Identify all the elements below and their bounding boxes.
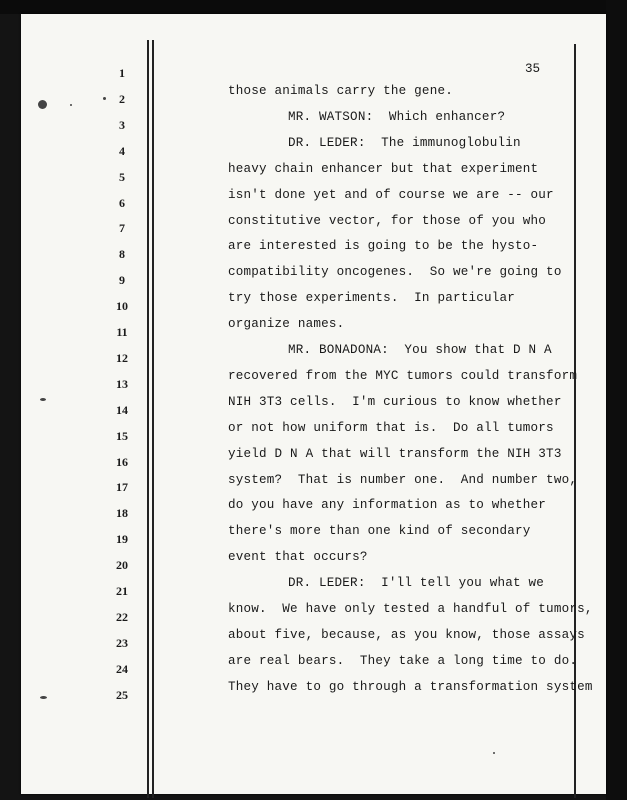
- line-number: 1: [119, 66, 125, 80]
- transcript-line: NIH 3T3 cells. I'm curious to know whether: [228, 394, 562, 409]
- transcript-line: are interested is going to be the hysto-: [228, 239, 539, 254]
- scan-border-top: [0, 0, 627, 14]
- transcript-line: constitutive vector, for those of you who: [228, 213, 547, 228]
- page-speck: [38, 100, 47, 109]
- line-number: 7: [119, 221, 125, 236]
- transcript-line: or not how uniform that is. Do all tumors: [228, 420, 554, 435]
- line-number: 12: [116, 350, 128, 365]
- line-number: 17: [116, 480, 128, 495]
- line-number: 13: [116, 376, 128, 391]
- line-number: 5: [119, 169, 125, 184]
- page-speck: [493, 752, 495, 754]
- line-number: 15: [116, 428, 128, 443]
- transcript-line: there's more than one kind of secondary: [228, 524, 531, 539]
- transcript-line: about five, because, as you know, those assays: [228, 627, 585, 642]
- transcript-line: MR. WATSON: Which enhancer?: [288, 109, 506, 124]
- transcript-line: try those experiments. In particular: [228, 291, 516, 306]
- line-number: 11: [116, 325, 128, 339]
- transcript-line: heavy chain enhancer but that experiment: [228, 161, 539, 176]
- line-number: 14: [116, 402, 128, 417]
- line-number: 23: [116, 635, 128, 650]
- page-number: 35: [525, 62, 541, 76]
- page-speck: [40, 398, 46, 401]
- line-number: 21: [116, 584, 128, 598]
- transcript-line: MR. BONADONA: You show that D N A: [288, 343, 552, 357]
- transcript-line: compatibility oncogenes. So we're going to: [228, 265, 562, 280]
- line-number: 19: [116, 532, 128, 547]
- transcript-line: know. We have only tested a handful of tumors,: [228, 602, 593, 616]
- line-number: 4: [119, 143, 125, 158]
- transcript-line: yield D N A that will transform the NIH 3T3: [228, 446, 562, 461]
- line-number: 22: [116, 609, 128, 624]
- transcript-line: system? That is number one. And number two,: [228, 472, 578, 487]
- transcript-line: DR. LEDER: I'll tell you what we: [288, 576, 544, 591]
- transcript-line: are real bears. They take a long time to do.: [228, 653, 578, 668]
- left-margin-rule-outer: [147, 40, 149, 798]
- line-number: 6: [119, 195, 125, 210]
- transcript-line: organize names.: [228, 317, 345, 332]
- line-number: 3: [119, 117, 125, 132]
- transcript-line: those animals carry the gene.: [228, 84, 453, 98]
- line-number: 24: [116, 661, 128, 676]
- line-number: 8: [119, 247, 125, 262]
- transcript-line: recovered from the MYC tumors could transform: [228, 368, 578, 383]
- page-speck: [70, 104, 72, 106]
- left-margin-rule-inner: [152, 40, 154, 798]
- line-number: 2: [119, 91, 125, 106]
- transcript-line: event that occurs?: [228, 550, 368, 565]
- line-number: 18: [116, 506, 128, 521]
- transcript-line: DR. LEDER: The immunoglobulin: [288, 135, 521, 150]
- page-speck: [40, 696, 47, 699]
- transcript-line: do you have any information as to whether: [228, 498, 547, 513]
- line-number: 25: [116, 687, 128, 702]
- transcript-line: They have to go through a transformation system: [228, 679, 593, 694]
- transcript-line: isn't done yet and of course we are -- our: [228, 187, 554, 202]
- line-number: 10: [116, 299, 128, 314]
- line-number: 9: [119, 273, 125, 288]
- line-number: 16: [116, 454, 128, 469]
- line-number: 20: [116, 558, 128, 573]
- scan-border-right: [606, 0, 627, 800]
